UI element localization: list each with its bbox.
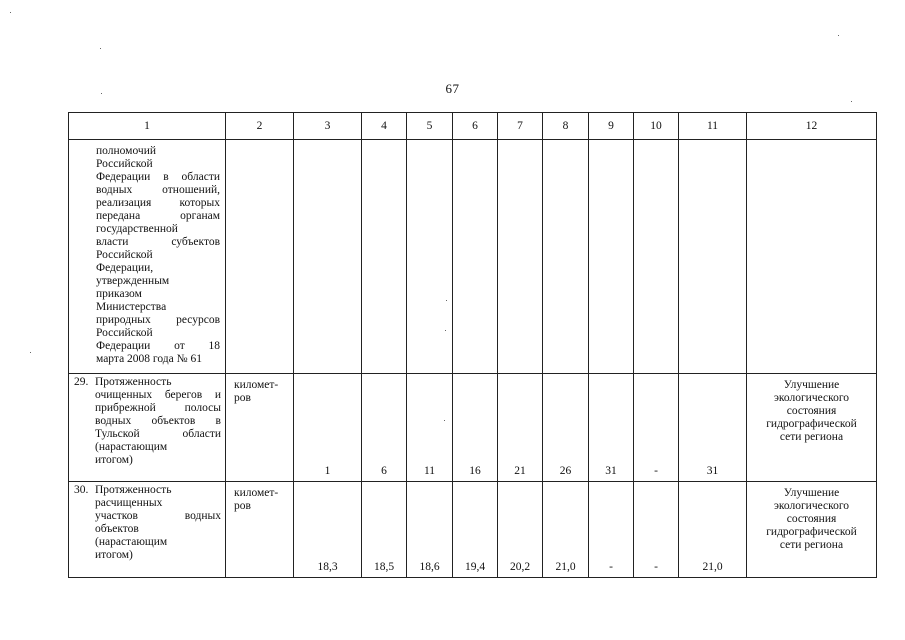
value-cell: 18,6 (407, 482, 453, 578)
empty-cell (679, 140, 747, 374)
continuation-text: полномочий Российской Федерации в области водных отношений, реализация которых передана органам государственной власти субъектов Российской Федерации, утвержденным приказом Министерства природных ресурсов Российской Федерации от 18 марта 2008 года № 61 (69, 140, 226, 374)
goal-cell: Улучшение экологического состояния гидрографической сети региона (747, 374, 877, 482)
value-cell: 21,0 (543, 482, 589, 578)
indicator-cell (69, 482, 226, 578)
col-header-12: 12 (747, 113, 877, 140)
empty-cell (226, 140, 294, 374)
col-header-2: 2 (226, 113, 294, 140)
empty-cell (294, 140, 362, 374)
scan-speck (30, 352, 31, 353)
empty-cell (634, 140, 679, 374)
value-cell: 21 (498, 374, 543, 482)
col-header-11: 11 (679, 113, 747, 140)
scan-speck (101, 93, 102, 94)
value-cell: 26 (543, 374, 589, 482)
value-cell: 31 (589, 374, 634, 482)
scan-speck (444, 420, 445, 421)
scan-speck (100, 48, 101, 49)
scan-speck (445, 330, 446, 331)
col-header-9: 9 (589, 113, 634, 140)
indicator-text: Протяженность очищенных берегов и прибрежной полосы водных объектов в Тульской области (нарастающим итогом) (95, 376, 221, 466)
row-number: 29. (74, 376, 89, 388)
goal-cell: Улучшение экологического состояния гидрографической сети региона (747, 482, 877, 578)
unit-cell: километ- ров (226, 374, 294, 482)
value-cell: 1 (294, 374, 362, 482)
header-row (69, 113, 877, 140)
col-header-6: 6 (453, 113, 498, 140)
empty-cell (543, 140, 589, 374)
value-cell: 31 (679, 374, 747, 482)
value-cell: 18,3 (294, 482, 362, 578)
row-number: 30. (74, 484, 89, 496)
table-row (69, 374, 877, 482)
value-cell: - (589, 482, 634, 578)
col-header-8: 8 (543, 113, 589, 140)
value-cell: 19,4 (453, 482, 498, 578)
empty-cell (589, 140, 634, 374)
col-header-7: 7 (498, 113, 543, 140)
indicator-cell (69, 374, 226, 482)
unit-cell: километ- ров (226, 482, 294, 578)
col-header-1: 1 (69, 113, 226, 140)
value-cell: 21,0 (679, 482, 747, 578)
scan-speck (446, 300, 447, 301)
scan-speck (838, 35, 839, 36)
indicator-text: Протяженность расчищенных участков водных объектов (нарастающим итогом) (95, 484, 221, 561)
value-cell: 6 (362, 374, 407, 482)
empty-cell (407, 140, 453, 374)
col-header-5: 5 (407, 113, 453, 140)
value-cell: 20,2 (498, 482, 543, 578)
empty-cell (362, 140, 407, 374)
scan-speck (851, 101, 852, 102)
data-table (68, 112, 877, 578)
empty-cell (498, 140, 543, 374)
page-number: 67 (445, 81, 460, 96)
value-cell: - (634, 374, 679, 482)
value-cell: 18,5 (362, 482, 407, 578)
empty-cell (747, 140, 877, 374)
col-header-10: 10 (634, 113, 679, 140)
scan-speck (10, 12, 11, 13)
col-header-3: 3 (294, 113, 362, 140)
value-cell: 16 (453, 374, 498, 482)
value-cell: 11 (407, 374, 453, 482)
empty-cell (453, 140, 498, 374)
col-header-4: 4 (362, 113, 407, 140)
continuation-row (69, 140, 877, 374)
value-cell: - (634, 482, 679, 578)
table-row (69, 482, 877, 578)
